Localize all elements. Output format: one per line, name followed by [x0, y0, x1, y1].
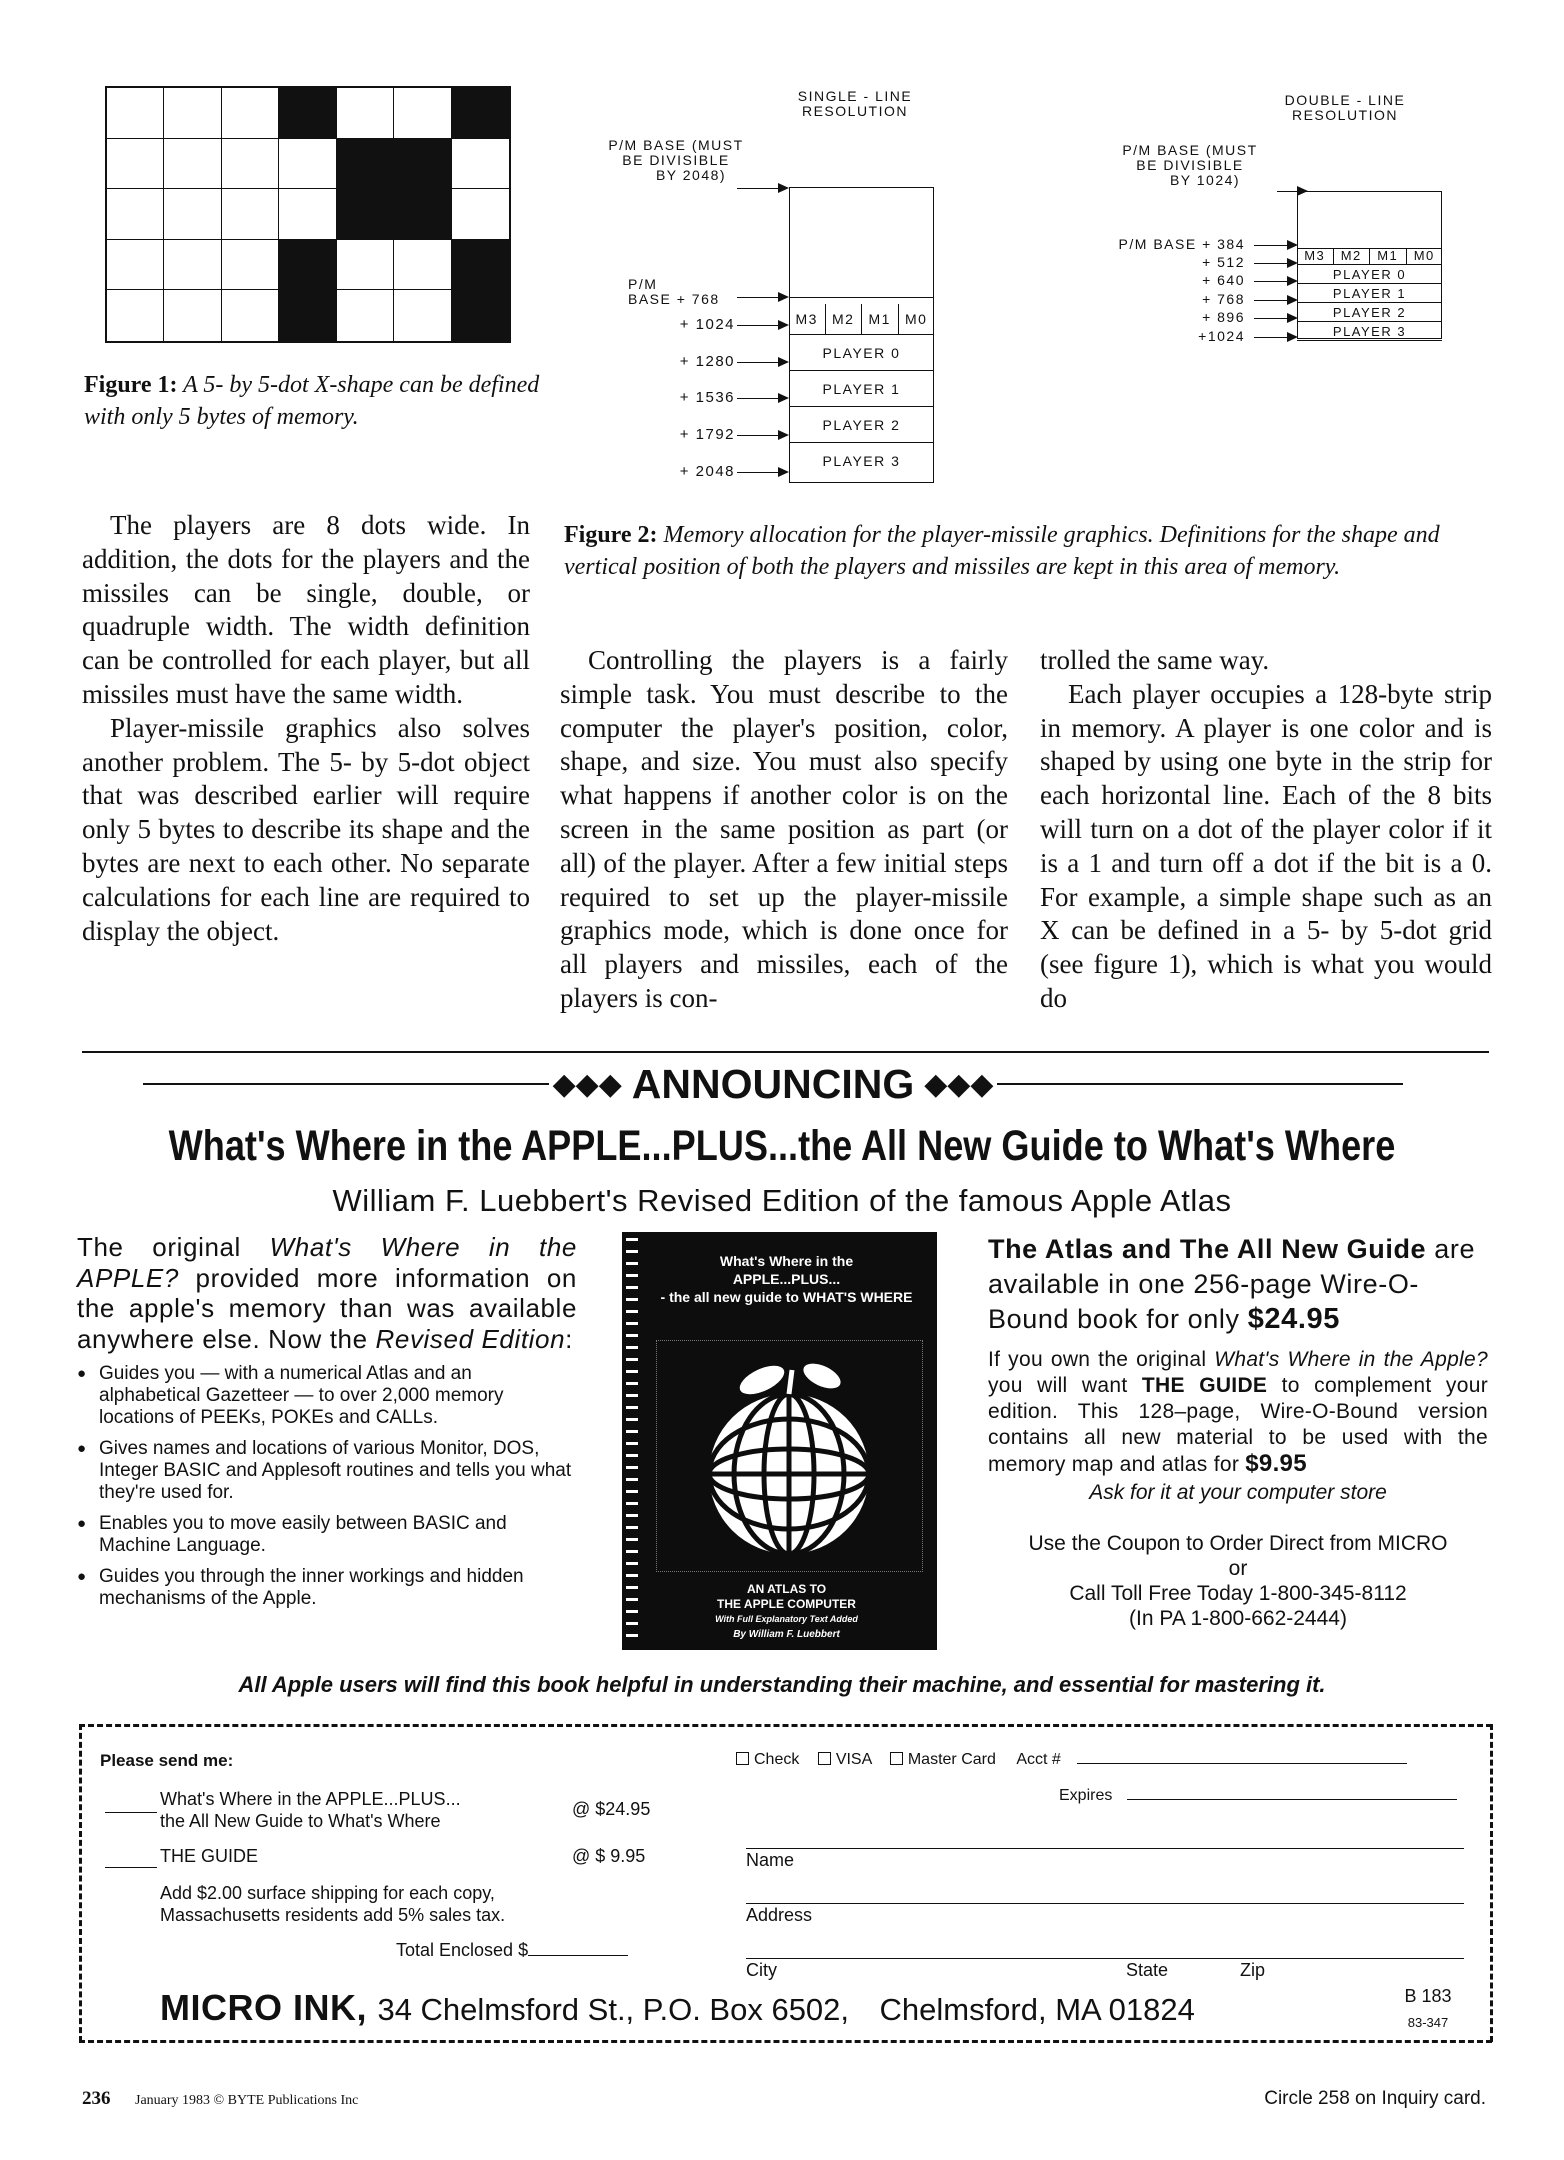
zip-label: Zip — [1240, 1960, 1266, 1980]
double-offset-arrow — [1254, 263, 1296, 264]
city-label: City — [746, 1960, 777, 1980]
feature-bullet-2: ● Enables you to move easily between BASIC and Machine Language. — [77, 1513, 577, 1557]
double-offset-0: P/M BASE + 384 — [1118, 236, 1245, 252]
grid-cell-off — [107, 189, 164, 240]
single-player-1: PLAYER 1 — [822, 381, 901, 397]
form-code — [1398, 1986, 1458, 2030]
grid-cell-off — [394, 240, 451, 291]
name-field[interactable] — [746, 1848, 1464, 1849]
name-label: Name — [746, 1850, 795, 1870]
figure1-caption-label: Figure 1: — [84, 372, 178, 398]
ad-right-bold: The Atlas and The All New Guide — [988, 1234, 1427, 1264]
ad-intro-title: What's Where in the APPLE? — [77, 1232, 577, 1293]
feature-list — [77, 1363, 577, 1610]
double-offset-1: + 512 — [1202, 254, 1245, 270]
ad-intro-revised: Revised Edition — [375, 1323, 566, 1354]
single-player-0: PLAYER 0 — [822, 345, 901, 361]
grid-cell-off — [164, 189, 221, 240]
double-missile-row — [1297, 248, 1442, 265]
ad-right-p2-title: What's Where in the Apple? — [1214, 1348, 1488, 1371]
grid-cell-on — [337, 139, 394, 190]
single-offset-4: + 2048 — [679, 463, 735, 480]
double-base-note — [1110, 143, 1270, 188]
single-missile-m3: M3 — [789, 304, 826, 334]
double-line-title: DOUBLE - LINE RESOLUTION — [1284, 92, 1406, 123]
double-player-1: PLAYER 1 — [1332, 286, 1407, 301]
please-send-label: Please send me: — [100, 1751, 234, 1770]
double-offset-3: + 768 — [1202, 291, 1245, 307]
double-base-note-l1: P/M BASE (MUST — [1122, 142, 1258, 158]
page-footer-left — [82, 2088, 358, 2110]
grid-cell-off — [394, 290, 451, 341]
ad-intro-1: The original — [77, 1232, 241, 1262]
item-plus-price: @ $24.95 — [572, 1799, 651, 1819]
coupon-border-bottom — [79, 2040, 1492, 2043]
col1-paragraph-1: The players are 8 dots wide. In addition, the dots for the players and the missiles can be single, double, or quadruple width. The width definition can be controlled for each player, but all missiles must have the same width. — [82, 510, 530, 709]
col2-paragraph-1: Controlling the players is a fairly simple task. You must describe to the computer the player's position, color, shape, and size. You must also specify what happens if another color is on the screen in the same position as part (or all) of the player. After a few initial steps required to set up the player-missile graphics mode, which is done once for all players and missiles, each of the players is con- — [560, 645, 1008, 1013]
grid-cell-off — [337, 240, 394, 291]
grid-cell-off — [222, 189, 279, 240]
address-label: Address — [746, 1905, 813, 1925]
visa-label: VISA — [835, 1751, 872, 1768]
grid-cell-on — [452, 88, 509, 139]
coupon-line-3: (In PA 1-800-662-2444) — [1129, 1607, 1347, 1630]
double-row-rule — [1297, 321, 1442, 322]
single-base-arrow — [737, 188, 787, 189]
grid-cell-off — [107, 139, 164, 190]
qty-field-guide[interactable] — [105, 1867, 157, 1868]
grid-cell-off — [452, 139, 509, 190]
ad-right-offer — [988, 1232, 1488, 1337]
book-title-l2: APPLE...PLUS... — [732, 1271, 841, 1287]
ad-headline: What's Where in the APPLE...PLUS...the All New Guide to What's Where — [168, 1122, 1396, 1170]
grid-cell-on — [394, 139, 451, 190]
single-offset-arrow — [737, 325, 787, 326]
double-offset-5: +1024 — [1198, 328, 1245, 344]
col3-paragraph-1: trolled the same way. — [1040, 645, 1270, 675]
acct-field[interactable] — [1077, 1763, 1407, 1764]
single-missile-m0: M0 — [905, 311, 928, 327]
grid-cell-off — [164, 290, 221, 341]
double-row-rule — [1297, 283, 1442, 284]
grid-cell-off — [337, 88, 394, 139]
double-offset-2: + 640 — [1202, 272, 1245, 288]
figure2-caption — [564, 519, 1494, 583]
figure2-caption-label: Figure 2: — [564, 522, 658, 548]
check-option[interactable] — [736, 1751, 799, 1768]
single-offset-arrow — [737, 398, 787, 399]
item-guide-price: @ $ 9.95 — [572, 1846, 646, 1866]
apple-globe-icon — [682, 1352, 897, 1562]
double-offset-arrow — [1254, 337, 1296, 338]
book-title — [642, 1252, 931, 1306]
article-column-3 — [1040, 644, 1492, 1016]
section-divider — [82, 1051, 1489, 1053]
grid-cell-off — [164, 139, 221, 190]
grid-cell-off — [452, 189, 509, 240]
double-missile-m3: M3 — [1297, 249, 1334, 264]
page-number: 236 — [82, 2088, 111, 2109]
double-offset-arrow — [1254, 281, 1296, 282]
grid-cell-off — [394, 88, 451, 139]
inquiry-circle: Circle 258 on Inquiry card. — [1264, 2088, 1486, 2109]
single-row-rule — [789, 442, 934, 443]
ad-intro-colon: : — [565, 1323, 573, 1354]
ad-right-price: $24.95 — [1247, 1303, 1340, 1335]
figure2-caption-text: Memory allocation for the player-missile graphics. Definitions for the shape and vertical position of both the players and missiles are kept in this area of memory. — [564, 522, 1440, 580]
single-base768-l1: P/M — [628, 276, 658, 292]
book-bottom-l3: With Full Explanatory Text Added — [715, 1614, 858, 1624]
form-code-1: B 183 — [1404, 1986, 1452, 2006]
ad-right-guide — [988, 1347, 1488, 1478]
mastercard-checkbox[interactable] — [890, 1752, 903, 1765]
coupon-border-top — [79, 1724, 1492, 1727]
single-offset-arrow — [737, 435, 787, 436]
address-field[interactable] — [746, 1903, 1464, 1904]
grid-cell-off — [107, 290, 164, 341]
double-missile-m2: M2 — [1334, 249, 1371, 264]
grid-cell-on — [337, 189, 394, 240]
diamond-icon: ◆◆◆ — [924, 1067, 994, 1101]
double-player-2: PLAYER 2 — [1332, 305, 1407, 320]
single-missile-row — [789, 304, 934, 334]
single-row-rule — [789, 406, 934, 407]
item-guide-label: THE GUIDE — [160, 1846, 259, 1866]
double-base-note-l3: BY 1024) — [1169, 172, 1241, 188]
single-base-note-l2: BE DIVISIBLE — [622, 152, 730, 168]
coupon-border-left — [79, 1724, 82, 2042]
double-base-note-l2: BE DIVISIBLE — [1136, 157, 1244, 173]
single-arrow-768 — [737, 297, 787, 298]
single-offset-2: + 1536 — [679, 389, 735, 406]
grid-cell-on — [394, 189, 451, 240]
article-column-1 — [82, 509, 530, 948]
company-city: Chelmsford, MA 01824 — [879, 1992, 1195, 2027]
visa-checkbox[interactable] — [818, 1752, 831, 1765]
double-player-3: PLAYER 3 — [1332, 324, 1407, 339]
ad-right-p2a: If you own the original — [988, 1348, 1207, 1371]
announcing-banner — [143, 1062, 1403, 1106]
ad-left-column — [77, 1232, 577, 1619]
single-offset-arrow — [737, 362, 787, 363]
figure1-grid — [105, 86, 511, 343]
form-code-2: 83-347 — [1407, 2015, 1449, 2030]
grid-cell-off — [337, 290, 394, 341]
figure1-caption-text: A 5- by 5-dot X-shape can be defined with only 5 bytes of memory. — [84, 372, 540, 430]
article-column-2 — [560, 644, 1008, 1016]
col3-paragraph-2: Each player occupies a 128-byte strip in memory. A player is one color and is shaped by using one byte in the strip for each horizontal line. Each of the 8 bits will turn on a dot of the player color if it is a 1 and turn off a dot if the bit is a 0. For example, a simple shape such as an X can be defined in a 5- by 5-dot grid (see figure 1), which is what you would do — [1040, 678, 1492, 1013]
double-offset-arrow — [1254, 300, 1296, 301]
city-state-zip-field[interactable] — [746, 1958, 1464, 1959]
state-label: State — [1126, 1960, 1169, 1980]
item-plus-label — [160, 1788, 461, 1832]
ad-right-p2-price: $9.95 — [1245, 1450, 1307, 1477]
ad-right-column — [988, 1232, 1488, 1631]
ad-intro-2: provided more information on the apple's memory than was available anywhere else. Now the — [77, 1262, 577, 1354]
mastercard-label: Master Card — [907, 1751, 996, 1768]
single-base-note-l3: BY 2048) — [655, 167, 727, 183]
single-offset-arrow — [737, 472, 787, 473]
single-base-note — [596, 138, 756, 183]
figure1-caption — [84, 369, 544, 433]
ad-subhead: William F. Luebbert's Revised Edition of the famous Apple Atlas — [332, 1183, 1232, 1218]
single-missile-m2: M2 — [826, 304, 863, 334]
announcing-text: ANNOUNCING — [631, 1060, 915, 1107]
double-offset-4: + 896 — [1202, 309, 1245, 325]
book-title-l3: - the all new guide to WHAT'S WHERE — [660, 1289, 913, 1305]
shipping-note — [160, 1882, 505, 1926]
ad-right-p2c: to complement your edition. This 128–page, Wire-O-Bound version contains all new material to be used with the memory map and atlas for — [988, 1374, 1488, 1476]
grid-cell-off — [222, 88, 279, 139]
item-plus-l1: What's Where in the APPLE...PLUS... — [160, 1789, 461, 1809]
grid-cell-on — [279, 240, 336, 291]
qty-field-plus[interactable] — [105, 1812, 157, 1813]
coupon-line-1: Use the Coupon to Order Direct from MICRO — [1028, 1532, 1448, 1555]
total-enclosed — [396, 1940, 628, 1961]
col1-paragraph-2: Player-missile graphics also solves another problem. The 5- by 5-dot object that was described earlier will require only 5 bytes to describe its shape and the bytes are next to each other. No separate calculations for each line are required to display the object. — [82, 712, 530, 946]
single-base768-l2: BASE + 768 — [628, 291, 720, 307]
expires-row — [1059, 1787, 1457, 1805]
grid-cell-on — [279, 290, 336, 341]
double-offset-arrow — [1254, 245, 1296, 246]
book-cover — [622, 1232, 937, 1650]
double-row-rule — [1297, 340, 1442, 341]
company-address: 34 Chelmsford St., P.O. Box 6502, — [377, 1992, 850, 2027]
grid-cell-off — [279, 189, 336, 240]
coupon-info — [988, 1531, 1488, 1631]
acct-label: Acct # — [1016, 1751, 1061, 1768]
total-field[interactable] — [528, 1955, 628, 1956]
book-bottom-l2: THE APPLE COMPUTER — [717, 1597, 856, 1611]
coupon-border-right — [1490, 1724, 1493, 2042]
ad-right-p2b: you will want — [988, 1374, 1128, 1397]
single-row-rule — [789, 334, 934, 335]
company-name: MICRO INK, — [160, 1987, 367, 2028]
ad-right-1: are available in one 256-page Wire-O-Bound book for only — [988, 1234, 1476, 1334]
coupon-or: or — [1228, 1557, 1248, 1580]
expires-field[interactable] — [1127, 1799, 1457, 1800]
single-base-note-l1: P/M BASE (MUST — [608, 137, 744, 153]
shipping-l1: Add $2.00 surface shipping for each copy, — [160, 1883, 495, 1903]
book-bottom-l1: AN ATLAS TO — [746, 1582, 827, 1596]
diamond-icon: ◆◆◆ — [552, 1067, 622, 1101]
grid-cell-on — [452, 240, 509, 291]
feature-bullet-0: ● Guides you — with a numerical Atlas and an alphabetical Gazetteer — to over 2,000 memory locations of PEEKs, POKEs and CALLs. — [77, 1363, 577, 1429]
grid-cell-off — [164, 88, 221, 139]
feature-bullet-1: ● Gives names and locations of various Monitor, DOS, Integer BASIC and Applesoft routines and tells you what they're used for. — [77, 1438, 577, 1504]
ask-store: Ask for it at your computer store — [1089, 1481, 1387, 1504]
single-row-rule — [789, 370, 934, 371]
feature-bullet-3: ● Guides you through the inner workings and hidden mechanisms of the Apple. — [77, 1566, 577, 1610]
single-player-3: PLAYER 3 — [822, 453, 901, 469]
book-bottom-l4: By William F. Luebbert — [733, 1629, 840, 1640]
grid-cell-off — [107, 88, 164, 139]
single-base768 — [628, 277, 748, 307]
grid-cell-on — [452, 290, 509, 341]
item-plus-l2: the All New Guide to What's Where — [160, 1811, 441, 1831]
single-line-title: SINGLE - LINE RESOLUTION — [797, 88, 913, 119]
grid-cell-off — [222, 139, 279, 190]
single-offset-0: + 1024 — [679, 316, 735, 333]
double-missile-m0: M0 — [1413, 248, 1435, 263]
grid-cell-off — [279, 139, 336, 190]
grid-cell-off — [107, 240, 164, 291]
double-offset-arrow — [1254, 318, 1296, 319]
book-title-l1: What's Where in the — [719, 1253, 854, 1269]
grid-cell-off — [222, 240, 279, 291]
check-label: Check — [754, 1751, 800, 1768]
expires-label: Expires — [1059, 1787, 1113, 1804]
grid-cell-on — [279, 88, 336, 139]
shipping-l2: Massachusetts residents add 5% sales tax. — [160, 1905, 506, 1925]
book-subtitle — [642, 1582, 931, 1642]
double-missile-m1: M1 — [1370, 249, 1407, 264]
visa-option[interactable] — [818, 1751, 872, 1768]
single-offset-3: + 1792 — [679, 426, 735, 443]
spiral-binding — [626, 1238, 638, 1644]
single-memory-block — [789, 187, 934, 483]
issue-line: January 1983 © BYTE Publications Inc — [135, 2093, 359, 2108]
check-checkbox[interactable] — [736, 1752, 749, 1765]
mastercard-option[interactable] — [890, 1751, 996, 1768]
ad-right-p2-guide: THE GUIDE — [1141, 1374, 1268, 1397]
double-player-0: PLAYER 0 — [1332, 267, 1407, 282]
ad-intro — [77, 1232, 577, 1354]
payment-options — [736, 1751, 1407, 1769]
single-missile-m1: M1 — [862, 304, 899, 334]
single-divider — [789, 297, 934, 298]
coupon-line-2: Call Toll Free Today 1-800-345-8112 — [1069, 1582, 1407, 1605]
double-row-rule — [1297, 302, 1442, 303]
single-offset-1: + 1280 — [679, 353, 735, 370]
ad-tagline: All Apple users will find this book helpful in understanding their machine, and essential for mastering it. — [238, 1672, 1326, 1697]
grid-cell-off — [222, 290, 279, 341]
company-line — [160, 1987, 1195, 2029]
grid-cell-off — [164, 240, 221, 291]
total-label: Total Enclosed $ — [396, 1940, 529, 1960]
single-player-2: PLAYER 2 — [822, 417, 901, 433]
